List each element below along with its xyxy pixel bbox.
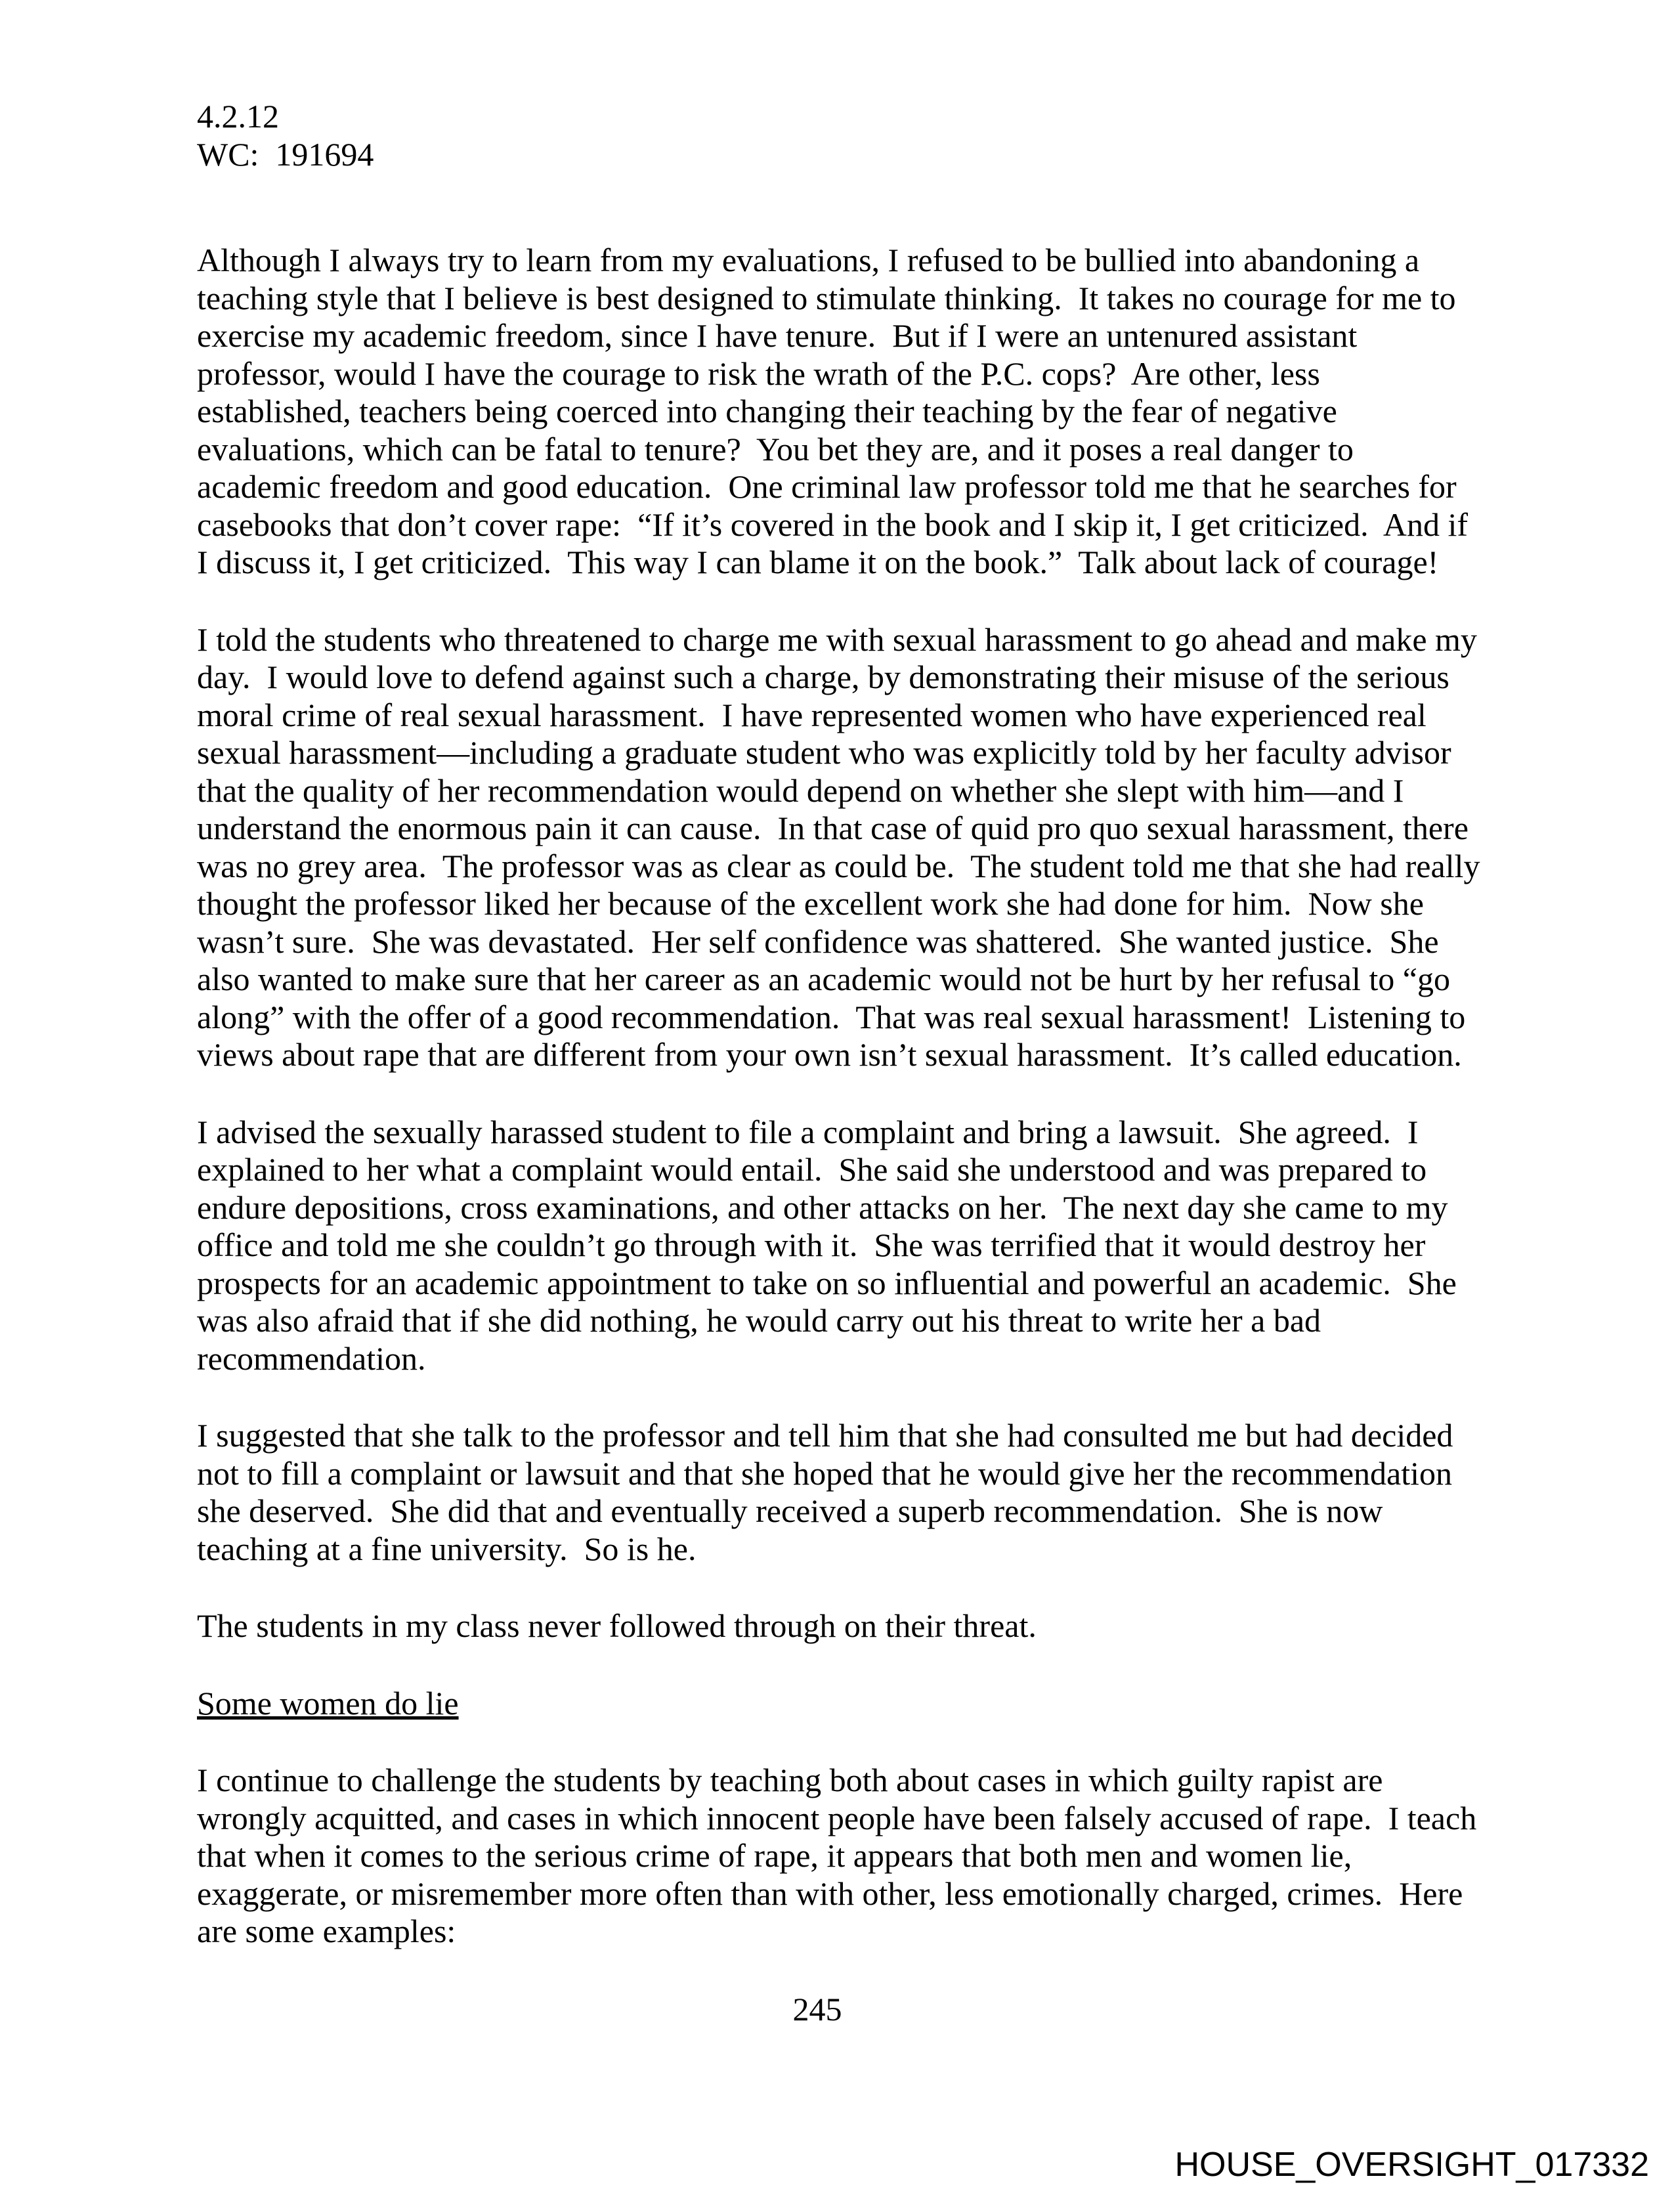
text-line: office and told me she couldn’t go through with it. She was terrified that it would destroy her xyxy=(197,1226,1426,1263)
text-line: academic freedom and good education. One criminal law professor told me that he searches for xyxy=(197,468,1457,505)
text-line: she deserved. She did that and eventually received a superb recommendation. She is now xyxy=(197,1492,1383,1529)
text-line: teaching style that I believe is best designed to stimulate thinking. It takes no courage for me to xyxy=(197,279,1456,316)
section-heading xyxy=(197,1685,1503,1723)
paragraph xyxy=(197,1607,1503,1645)
text-line: wasn’t sure. She was devastated. Her self confidence was shattered. She wanted justice. She xyxy=(197,922,1439,960)
document-body xyxy=(197,242,1503,1990)
text-line: was no grey area. The professor was as clear as could be. The student told me that she had really xyxy=(197,847,1480,884)
text-line: along” with the offer of a good recommendation. That was real sexual harassment! Listening to xyxy=(197,998,1466,1035)
text-line: The students in my class never followed through on their threat. xyxy=(197,1607,1037,1644)
page-number: 245 xyxy=(792,1991,842,2028)
paragraph xyxy=(197,1114,1503,1378)
page-footer xyxy=(177,1991,1457,2028)
text-line: teaching at a fine university. So is he. xyxy=(197,1530,697,1567)
text-line: wrongly acquitted, and cases in which innocent people have been falsely accused of rape. I teach xyxy=(197,1799,1477,1836)
header-word-count: WC: 191694 xyxy=(197,136,374,173)
paragraph xyxy=(197,621,1503,1074)
paragraph xyxy=(197,1762,1503,1951)
text-line: Some women do lie xyxy=(197,1684,459,1722)
text-line: sexual harassment—including a graduate student who was explicitly told by her faculty advisor xyxy=(197,734,1451,771)
text-line: exaggerate, or misremember more often than with other, less emotionally charged, crimes. Here xyxy=(197,1875,1463,1912)
text-line: explained to her what a complaint would entail. She said she understood and was prepared to xyxy=(197,1151,1427,1188)
text-line: also wanted to make sure that her career as an academic would not be hurt by her refusal to “go xyxy=(197,961,1450,997)
text-line: moral crime of real sexual harassment. I have represented women who have experienced real xyxy=(197,696,1427,733)
text-line: prospects for an academic appointment to take on so influential and powerful an academic. She xyxy=(197,1264,1457,1301)
text-line: not to fill a complaint or lawsuit and that she hoped that he would give her the recommendation xyxy=(197,1454,1453,1492)
text-line: I told the students who threatened to charge me with sexual harassment to go ahead and make my xyxy=(197,620,1477,658)
text-line: exercise my academic freedom, since I have tenure. But if I were an untenured assistant xyxy=(197,317,1358,354)
text-line: thought the professor liked her because of the excellent work she had done for him. Now she xyxy=(197,885,1424,922)
text-line: day. I would love to defend against such a charge, by demonstrating their misuse of the serious xyxy=(197,659,1449,695)
text-line: evaluations, which can be fatal to tenure? You bet they are, and it poses a real danger to xyxy=(197,430,1354,467)
text-line: casebooks that don’t cover rape: “If it’s covered in the book and I skip it, I get criticized. And if xyxy=(197,506,1468,543)
bates-stamp: HOUSE_OVERSIGHT_017332 xyxy=(1174,2146,1649,2184)
text-line: that when it comes to the serious crime of rape, it appears that both men and women lie, xyxy=(197,1837,1352,1874)
text-line: I continue to challenge the students by teaching both about cases in which guilty rapist are xyxy=(197,1762,1383,1798)
text-line: Although I always try to learn from my evaluations, I refused to be bullied into abandoning a xyxy=(197,242,1420,278)
header-date: 4.2.12 xyxy=(197,98,279,135)
text-line: endure depositions, cross examinations, and other attacks on her. The next day she came to my xyxy=(197,1188,1448,1226)
text-line: that the quality of her recommendation would depend on whether she slept with him—and I xyxy=(197,771,1404,809)
text-line: I suggested that she talk to the professor and tell him that she had consulted me but had decided xyxy=(197,1417,1453,1454)
text-line: are some examples: xyxy=(197,1913,456,1949)
document-header xyxy=(197,97,374,173)
text-line: I advised the sexually harassed student to file a complaint and bring a lawsuit. She agreed. I xyxy=(197,1113,1419,1150)
paragraph xyxy=(197,242,1503,582)
text-line: I discuss it, I get criticized. This way I can blame it on the book.” Talk about lack of courage! xyxy=(197,544,1439,580)
text-line: professor, would I have the courage to risk the wrath of the P.C. cops? Are other, less xyxy=(197,355,1320,392)
text-line: understand the enormous pain it can cause. In that case of quid pro quo sexual harassment, there xyxy=(197,810,1469,846)
text-line: was also afraid that if she did nothing, he would carry out his threat to write her a bad xyxy=(197,1302,1321,1339)
text-line: established, teachers being coerced into changing their teaching by the fear of negative xyxy=(197,393,1337,429)
text-line: views about rape that are different from your own isn’t sexual harassment. It’s called education. xyxy=(197,1036,1462,1073)
paragraph xyxy=(197,1417,1503,1568)
text-line: recommendation. xyxy=(197,1339,426,1377)
